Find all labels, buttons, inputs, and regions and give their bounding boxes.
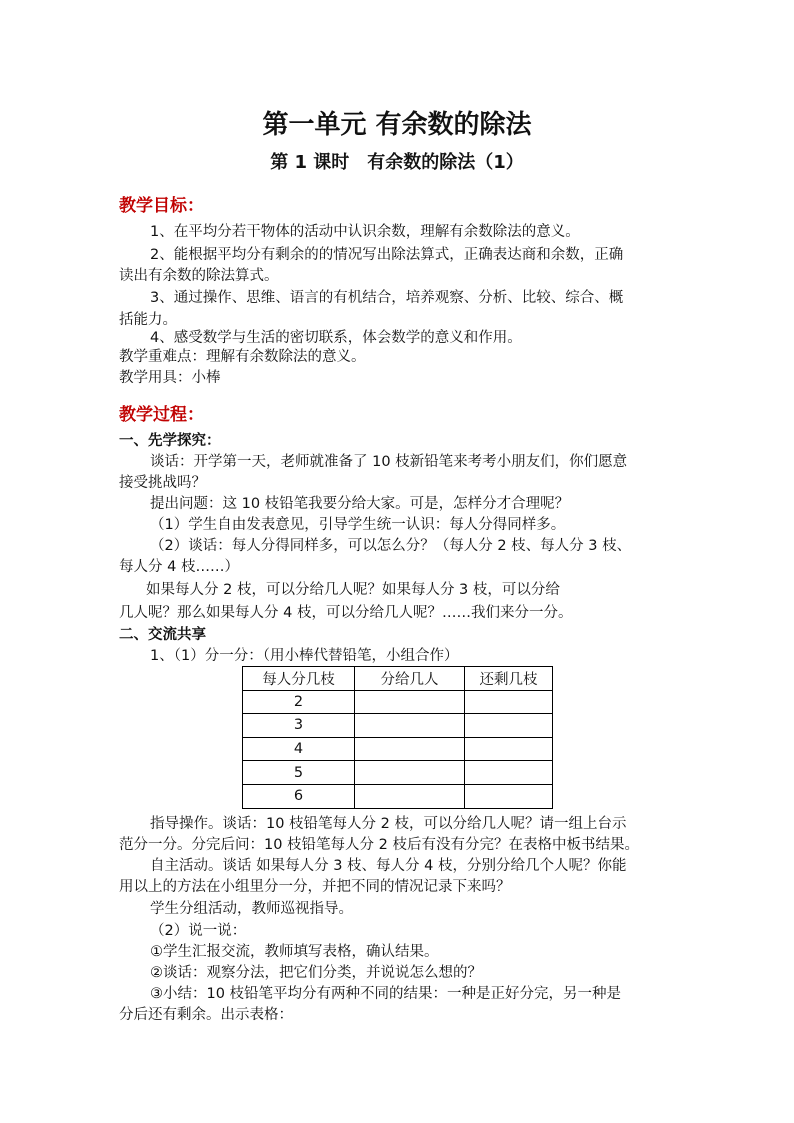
paragraph-line: （1）学生自由发表意见，引导学生统一认识：每人分得同样多。 (150, 517, 566, 533)
table-cell (355, 737, 465, 761)
process-heading: 教学过程： (119, 405, 204, 425)
paragraph-line: 用以上的方法在小组里分一分，并把不同的情况记录下来吗？ (119, 879, 511, 895)
table-cell (355, 761, 465, 785)
table-cell (465, 714, 553, 738)
table-row (243, 784, 553, 808)
table-cell (355, 714, 465, 738)
objective-line: 1、在平均分若干物体的活动中认识余数，理解有余数除法的意义。 (150, 224, 580, 240)
section2-heading: 二、交流共享 (119, 627, 206, 643)
table-header-cell: 每人分几枝 (243, 667, 355, 691)
key-point: 教学重难点：理解有余数除法的意义。 (119, 349, 366, 365)
paragraph-line: 接受挑战吗？ (119, 475, 206, 491)
table-row (243, 690, 553, 714)
table-header-cell: 分给几人 (355, 667, 465, 691)
paragraph-line: 学生分组活动，教师巡视指导。 (150, 901, 353, 917)
table-cell: 3 (243, 714, 355, 738)
paragraph-line: （2）说一说： (150, 923, 247, 939)
section1-heading: 一、先学探究： (119, 433, 221, 449)
paragraph-line: ①学生汇报交流，教师填写表格，确认结果。 (150, 944, 439, 960)
paragraph-line: ③小结：10 枝铅笔平均分有两种不同的结果：一种是正好分完，另一种是 (150, 986, 622, 1002)
table-row (243, 761, 553, 785)
lesson-subtitle: 第 1 课时 有余数的除法（1） (270, 152, 524, 173)
table-header-cell: 还剩几枝 (465, 667, 553, 691)
paragraph-line: （2）谈话：每人分得同样多，可以怎么分？（每人分 2 枝、每人分 3 枝、 (150, 538, 632, 554)
paragraph-line: 自主活动。谈话 如果每人分 3 枝、每人分 4 枝，分别分给几个人呢？你能 (150, 858, 627, 874)
objective-line: 2、能根据平均分有剩余的的情况写出除法算式，正确表达商和余数，正确 (150, 247, 624, 263)
paragraph-line: 每人分 4 枝……） (119, 559, 239, 575)
table-cell: 2 (243, 690, 355, 714)
table-cell (465, 761, 553, 785)
paragraph-line: 范分一分。分完后问：10 枝铅笔每人分 2 枝后有没有分完？在表格中板书结果。 (119, 837, 640, 853)
table-cell (465, 690, 553, 714)
paragraph-line: 提出问题：这 10 枝铅笔我要分给大家。可是，怎样分才合理呢？ (150, 496, 570, 512)
table-row (243, 737, 553, 761)
table-row (243, 714, 553, 738)
objective-line: 3、通过操作、思维、语言的有机结合，培养观察、分析、比较、综合、概 (150, 290, 624, 306)
table-cell (355, 690, 465, 714)
paragraph-line: 如果每人分 2 枝，可以分给几人呢？如果每人分 3 枝，可以分给 (146, 582, 560, 598)
table-cell (465, 784, 553, 808)
table-intro: 1、（1）分一分：（用小棒代替铅笔，小组合作） (150, 648, 459, 664)
paragraph-line: 几人呢？那么如果每人分 4 枝，可以分给几人呢？……我们来分一分。 (119, 605, 573, 621)
paragraph-line: ②谈话：观察分法，把它们分类，并说说怎么想的？ (150, 965, 482, 981)
objective-line: 读出有余数的除法算式。 (119, 268, 279, 284)
paragraph-line: 指导操作。谈话：10 枝铅笔每人分 2 枝，可以分给几人呢？请一组上台示 (150, 816, 627, 832)
table-cell (355, 784, 465, 808)
paragraph-line: 分后还有剩余。出示表格： (119, 1007, 293, 1023)
paragraph-line: 谈话：开学第一天，老师就准备了 10 枝新铅笔来考考小朋友们，你们愿意 (150, 454, 628, 470)
objectives-heading: 教学目标： (119, 196, 204, 216)
objective-line: 4、感受数学与生活的密切联系，体会数学的意义和作用。 (150, 330, 522, 346)
table-header-row (243, 667, 553, 691)
table-cell: 6 (243, 784, 355, 808)
objective-line: 括能力。 (119, 312, 177, 328)
teaching-tools: 教学用具：小棒 (119, 370, 221, 386)
table-cell: 4 (243, 737, 355, 761)
distribution-table (242, 666, 553, 809)
table-cell: 5 (243, 761, 355, 785)
page-title: 第一单元 有余数的除法 (262, 110, 532, 140)
table-cell (465, 737, 553, 761)
